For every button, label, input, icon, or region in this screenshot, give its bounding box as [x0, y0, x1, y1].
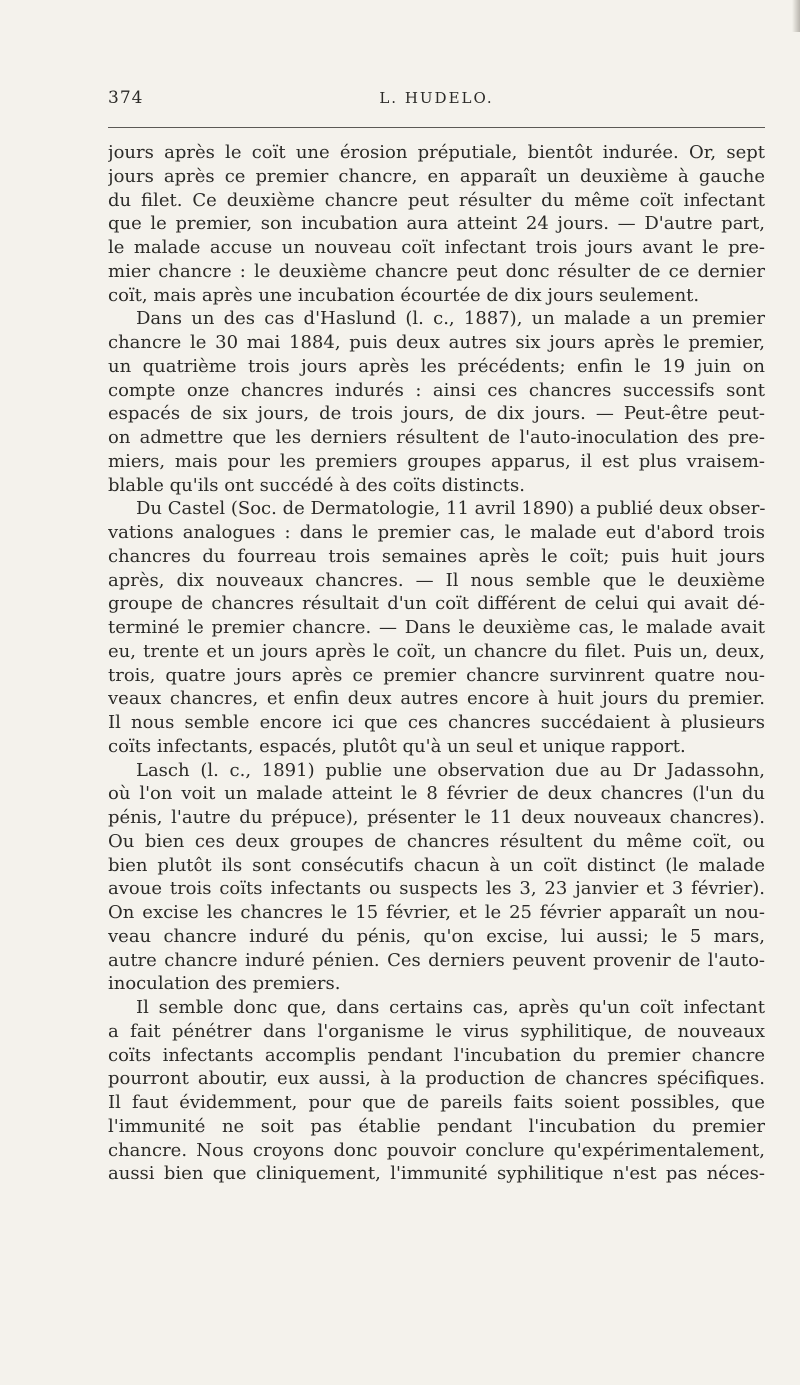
text-line: après, dix nouveaux chancres. — Il nous semble que le deuxième [108, 569, 765, 591]
text-line: Ou bien ces deux groupes de chancres résultent du même coït, ou [108, 830, 765, 852]
text-line: miers, mais pour les premiers groupes apparus, il est plus vraisem- [108, 450, 765, 472]
text-line: chancre. Nous croyons donc pouvoir conclure qu'expérimentalement, [108, 1139, 765, 1161]
text-line: où l'on voit un malade atteint le 8 février de deux chancres (l'un du [108, 783, 765, 805]
text-line: Il nous semble encore ici que ces chancres succédaient à plusieurs [108, 712, 765, 733]
paragraph-start-line: Il semble donc que, dans certains cas, après qu'un coït infectant [136, 997, 765, 1018]
text-line: jours après ce premier chancre, en apparaît un deuxième à gauche [108, 165, 765, 187]
text-line: on admettre que les derniers résultent de l'auto-inoculation des pre- [108, 427, 765, 448]
text-line: coïts infectants accomplis pendant l'incubation du premier chancre [108, 1044, 765, 1066]
text-line: coït, mais après une incubation écourtée de dix jours seulement. [108, 284, 700, 306]
running-head: L. HUDELO. [379, 89, 494, 107]
text-line: blable qu'ils ont succédé à des coïts distincts. [108, 474, 525, 496]
page-edge-shadow [792, 0, 800, 32]
text-line: bien plutôt ils sont consécutifs chacun à un coït distinct (le malade [108, 854, 765, 876]
text-line: compte onze chancres indurés : ainsi ces chancres successifs sont [108, 379, 765, 401]
text-line: veau chancre induré du pénis, qu'on excise, lui aussi; le 5 mars, [108, 925, 765, 947]
text-line: coïts infectants, espacés, plutôt qu'à un seul et unique rapport. [108, 735, 686, 757]
text-line: terminé le premier chancre. — Dans le deuxième cas, le malade avait [108, 617, 765, 638]
page-number: 374 [108, 88, 144, 108]
text-line: le malade accuse un nouveau coït infectant trois jours avant le pre- [108, 237, 765, 258]
paragraph-start-line: Du Castel (Soc. de Dermatologie, 11 avril 1890) a publié deux obser- [136, 498, 765, 520]
text-line: mier chancre : le deuxième chancre peut donc résulter de ce dernier [108, 260, 765, 282]
text-line: inoculation des premiers. [108, 973, 341, 995]
text-line: pénis, l'autre du prépuce), présenter le 11 deux nouveaux chancres). [108, 807, 765, 828]
paragraph-start-line: Lasch (l. c., 1891) publie une observation due au Dr Jadassohn, [136, 759, 765, 781]
text-line: autre chancre induré pénien. Ces derniers peuvent provenir de l'auto- [108, 949, 765, 971]
text-line: veaux chancres, et enfin deux autres encore à huit jours du premier. [108, 688, 765, 710]
text-line: vations analogues : dans le premier cas, le malade eut d'abord trois [108, 522, 765, 543]
text-line: chancres du fourreau trois semaines après le coït; puis huit jours [108, 545, 765, 567]
text-line: eu, trente et un jours après le coït, un chancre du filet. Puis un, deux, [108, 640, 765, 662]
text-line: que le premier, son incubation aura atteint 24 jours. — D'autre part, [108, 213, 765, 235]
page-header [108, 88, 765, 112]
text-line: espacés de six jours, de trois jours, de dix jours. — Peut-être peut- [108, 403, 765, 425]
text-line: groupe de chancres résultait d'un coït différent de celui qui avait dé- [108, 593, 765, 615]
text-line: On excise les chancres le 15 février, et le 25 février apparaît un nou- [108, 902, 765, 923]
text-line: a fait pénétrer dans l'organisme le virus syphilitique, de nouveaux [108, 1020, 765, 1042]
header-rule [108, 127, 765, 128]
text-line: l'immunité ne soit pas établie pendant l'incubation du premier [108, 1115, 765, 1137]
text-line: pourront aboutir, eux aussi, à la production de chancres spécifiques. [108, 1068, 765, 1090]
text-line: jours après le coït une érosion préputiale, bientôt indurée. Or, sept [108, 142, 765, 163]
text-line: chancre le 30 mai 1884, puis deux autres six jours après le premier, [108, 332, 765, 353]
paragraph-start-line: Dans un des cas d'Haslund (l. c., 1887), un malade a un premier [136, 308, 765, 330]
text-line: avoue trois coïts infectants ou suspects les 3, 23 janvier et 3 février). [108, 878, 765, 900]
text-line: un quatrième trois jours après les précédents; enfin le 19 juin on [108, 355, 765, 377]
body-text [108, 141, 765, 1186]
text-line: du filet. Ce deuxième chancre peut résulter du même coït infectant [108, 189, 765, 211]
text-line: Il faut évidemment, pour que de pareils faits soient possibles, que [108, 1092, 765, 1113]
text-line: trois, quatre jours après ce premier chancre survinrent quatre nou- [108, 664, 765, 686]
text-line: aussi bien que cliniquement, l'immunité syphilitique n'est pas néces- [108, 1163, 765, 1185]
